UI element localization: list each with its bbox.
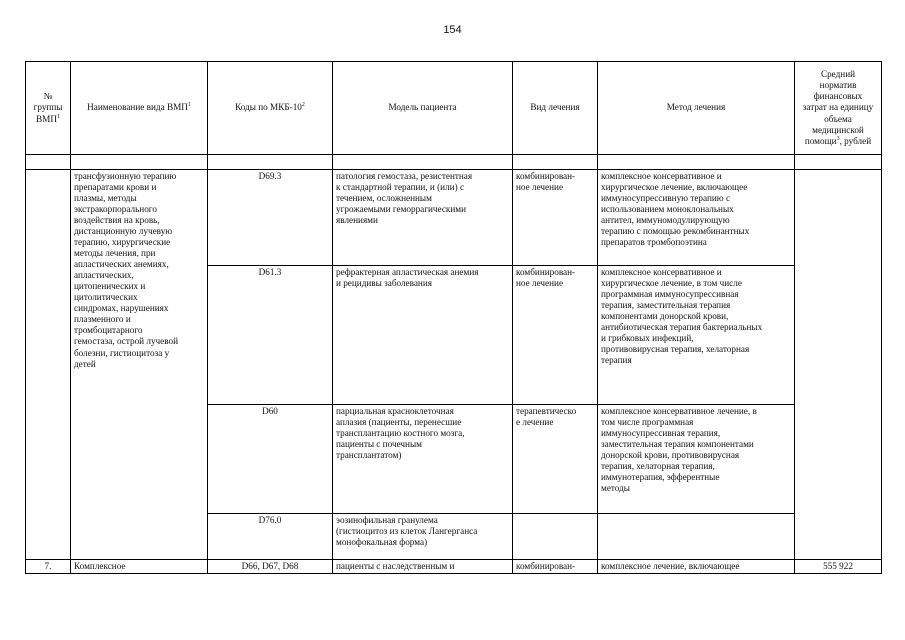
vmp-table: [25, 61, 882, 574]
method-cell: комплексное консервативное и хирургическое лечение, включающее иммуносупрессивную терапию с использованием моноклональных антител, иммуномодулирующую терапию с помощью рекомбинантных препаратов тромбопоэтина: [598, 170, 795, 266]
code-cell: D61.3: [208, 266, 333, 405]
model-cell: рефрактерная апластическая анемия и рецидивы заболевания: [333, 266, 513, 405]
header-codes: Коды по МКБ-$10^2$: [208, 62, 333, 155]
model-cell: парциальная красноклеточная аплазия (пациенты, перенесшие трансплантацию костного мозга, пациенты с почечным трансплантатом): [333, 405, 513, 514]
table-row: [26, 560, 882, 574]
method-cell: [598, 514, 795, 560]
page-number: 154: [443, 24, 462, 36]
model-cell: патология гемостаза, резистентная к стандартной терапии, и (или) с течением, осложненным угрожаемыми геморрагическими явлениями: [333, 170, 513, 266]
type-cell: терапевтическо е лечение: [513, 405, 598, 514]
group-num-cell: 7.: [26, 560, 71, 574]
code-cell: D60: [208, 405, 333, 514]
type-cell: комбинирован-: [513, 560, 598, 574]
header-norm: Средний норматив финансовых затрат на единицу объема медицинской помощи$^3$, рублей: [795, 62, 882, 155]
norm-cell: [795, 170, 882, 560]
header-treatment-method: Метод лечения: [598, 62, 795, 155]
group-name-cell: Комплексное: [71, 560, 208, 574]
header-row: [26, 62, 882, 155]
table-row: [26, 170, 882, 266]
method-cell: комплексное лечение, включающее: [598, 560, 795, 574]
header-name: Наименование вида ВМП$^1$: [71, 62, 208, 155]
spacer-row: [26, 155, 882, 170]
code-cell: D76.0: [208, 514, 333, 560]
model-cell: эозинофильная гранулема (гистиоцитоз из клеток Лангерганса монофокальная форма): [333, 514, 513, 560]
type-cell: комбинирован- ное лечение: [513, 170, 598, 266]
header-patient-model: Модель пациента: [333, 62, 513, 155]
method-cell: комплексное консервативное лечение, в том числе программная иммуносупрессивная терапия, заместительная терапия компонентами донорской крови, противовирусная терапия, хелаторная терапия, иммунотерапия, эфферентные методы: [598, 405, 795, 514]
model-cell: пациенты с наследственным и: [333, 560, 513, 574]
norm-cell: 555 922: [795, 560, 882, 574]
header-treatment-type: Вид лечения: [513, 62, 598, 155]
code-cell: D66, D67, D68: [208, 560, 333, 574]
method-cell: комплексное консервативное и хирургическое лечение, в том числе программная иммуносупрессивная терапия, заместительная терапия компонентами донорской крови, антибиотическая терапия бактериальных и грибковых инфекций, противовирусная терапия, хелаторная терапия: [598, 266, 795, 405]
header-group-num: № группы ВМП$^1$: [26, 62, 71, 155]
code-cell: D69.3: [208, 170, 333, 266]
group-name-cell: трансфузионную терапию препаратами крови и плазмы, методы экстракорпорального воздействия на кровь, дистанционную лучевую терапию, хирургические методы лечения, при апластических анемиях, апластических, цитопенических и цитолитических синдромах, нарушениях плазменного и тромбоцитарного гемостаза, острой лучевой болезни, гистиоцитоза у детей: [71, 170, 208, 560]
group-num-cell: [26, 170, 71, 560]
type-cell: комбинирован- ное лечение: [513, 266, 598, 405]
type-cell: [513, 514, 598, 560]
